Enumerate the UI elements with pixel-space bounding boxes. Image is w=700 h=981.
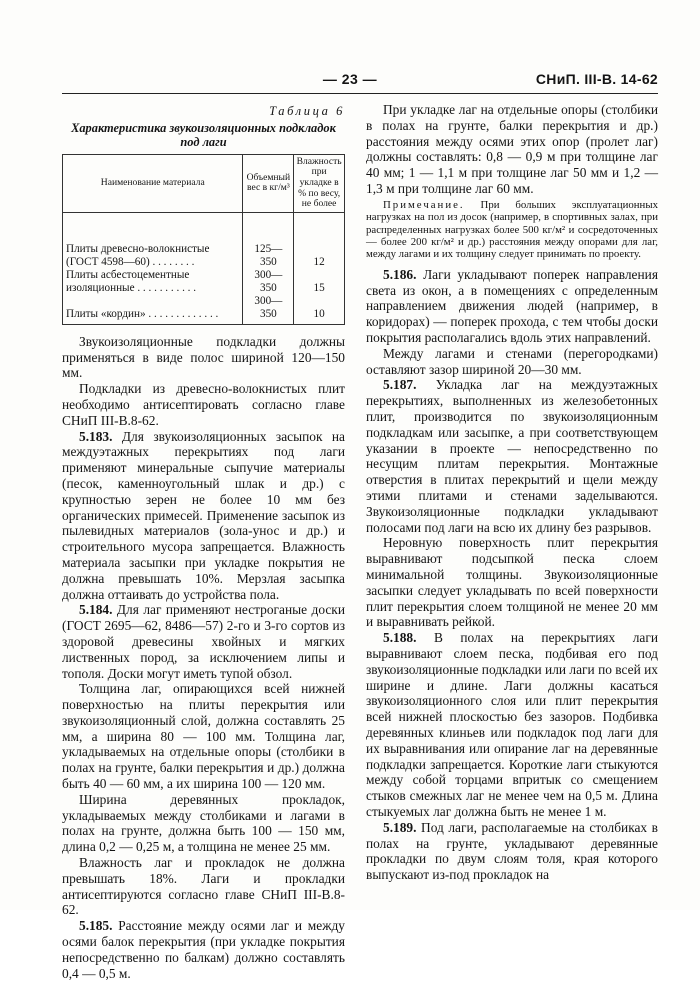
cell-weight: 300—350 (243, 269, 294, 295)
note-label: Примечание. (383, 198, 465, 211)
section-text: Укладка лаг на междуэтажных перекрытиях, выполненных из железобетонных плит, производится по звукоизоляционным подкладкам или засыпке, а при соответствующем указании в проекте — непосредственно по несущим плитам перекрытия. Монтажные отверстия в плитах перекрытий и щели между этими плитами и стенами заделываются. Звукоизоляционные подкладки укладывают полосами под лаги на всю их длину без разрывов. (366, 377, 658, 535)
paragraph: Звукоизоляционные подкладки должны применяться в виде полос шириной 120—150 мм. (62, 333, 345, 381)
section-number: 5.186. (383, 266, 417, 282)
section-text: Для звукоизоляционных засыпок на междуэтажных перекрытиях под лаги применяют минеральные сыпучие материалы (песок, каменноугольный шлак и др.) с крупностью зерен не более 10 мм без органических примесей. Применение засыпок из пылевидных материалов (зола-унос и др.) и строительного мусора запрещается. Влажность материала засыпки при укладке покрытия не должна превышать 10%. Мерзлая засыпка должна оттаивать до устройства пола. (62, 428, 345, 602)
section-number: 5.183. (79, 428, 113, 444)
document-code: СНиП. III-В. 14-62 (535, 71, 658, 87)
table-title: Характеристика звукоизоляционных подкладок под лаги (71, 120, 336, 149)
column-header-moisture: Влажность при укладке в % по весу, не более (294, 154, 345, 212)
section-5-187 (366, 377, 658, 535)
section-number: 5.187. (383, 377, 417, 393)
section-text: Под лаги, располагаемые на столбиках в полах на грунте, укладывают деревянные прокладки по двум слоям толя, края которого выпускают из-под прокладок на (366, 819, 658, 883)
section-5-188 (366, 630, 658, 820)
cell-name: Плиты древесно-волокнистые (ГОСТ 4598—60) . . . . . . . . (63, 212, 243, 269)
table-header-row (63, 154, 345, 212)
material-table (62, 154, 345, 325)
section-number: 5.185. (79, 918, 113, 934)
paragraph: Ширина деревянных прокладок, укладываемых между столбиками и лагами в полах на грунте, должна быть 100 — 150 мм, длина 0,2 — 0,25 м, а толщина не менее 25 мм. (62, 791, 345, 855)
section-number: 5.189. (383, 819, 417, 835)
paragraph: Неровную поверхность плит перекрытия выравнивают подсыпкой песка слоем минимальной толщины. Звукоизоляционные засыпки следует укладывать по всей поверхности плит перекрытия слоем толщиной не менее 20 мм и выравнивать рейкой. (366, 535, 658, 630)
cell-moisture: 15 (294, 269, 345, 295)
table-row (63, 269, 345, 295)
header-rule (62, 93, 658, 94)
page-number: — 23 — (322, 71, 378, 87)
column-header-weight: Объемный вес в кг/м³ (243, 154, 294, 212)
section-text: Лаги укладывают поперек направления света из окон, а в помещениях с определенным направлением движения людей (например, в коридорах) — поперек прохода, с тем чтобы доски покрытия располагались вдоль этих направлений. (366, 266, 658, 345)
cell-name: Плиты «кордин» . . . . . . . . . . . . . (63, 295, 243, 325)
note-text: При больших эксплуатационных нагрузках на пол из досок (например, в спортивных залах, при распределенных нагрузках более 500 кг/м² и сосредоточенных — более 200 кг/м² и др.) расстояния между опорами для лаг, между лагами и их толщину следует принимать по проекту. (366, 198, 658, 261)
paragraph: При укладке лаг на отдельные опоры (столбики в полах на грунте, балки перекрытия и др.) расстояния между осями этих опор (пролет лаг) должны составлять: 0,8 — 0,9 м при толщине лаг 40 мм; 1 — 1,1 м при толщине лаг 50 мм и 1,2 — 1,3 м при толщине лаг 60 мм. (366, 102, 658, 196)
paragraph: Между лагами и стенами (перегородками) оставляют зазор шириной 20—30 мм. (366, 345, 658, 377)
section-5-189 (366, 820, 658, 883)
section-text: Для лаг применяют нестроганые доски (ГОСТ 2695—62, 8486—57) 2-го и 3-го сортов из здоровой древесины хвойных и мягких лиственных пород, за исключением липы и тополя. Доски могут иметь тупой обзол. (62, 602, 345, 681)
cell-moisture: 10 (294, 295, 345, 325)
section-5-185 (62, 918, 345, 981)
paragraph: Влажность лаг и прокладок не должна превышать 18%. Лаги и прокладки антисептируются согласно главе СНиП III-В.8-62. (62, 855, 345, 918)
section-5-183 (62, 429, 345, 603)
table-label: Таблица 6 (269, 104, 345, 118)
cell-name: Плиты асбестоцементные изоляционные . . . . . . . . . . . (63, 269, 243, 295)
table-row (63, 212, 345, 269)
right-column (366, 102, 658, 883)
paragraph: Подкладки из древесно-волокнистых плит необходимо антисептировать согласно главе СНиП III-В.8-62. (62, 381, 345, 428)
note (366, 199, 658, 261)
cell-moisture: 12 (294, 212, 345, 269)
section-5-186 (366, 267, 658, 346)
cell-weight: 300—350 (243, 295, 294, 325)
cell-weight: 125—350 (243, 212, 294, 269)
column-header-name: Наименование материала (63, 154, 243, 212)
section-number: 5.188. (383, 630, 417, 646)
paragraph: Толщина лаг, опирающихся всей нижней поверхностью на плиты перекрытия или звукоизоляционный слой, должна составлять 25 мм, а ширина 80 — 100 мм. Толщина лаг, укладываемых на отдельные опоры (столбики в полах на грунте, балки перекрытия и др.) должна быть 40 — 60 мм, а их ширина 100 — 120 мм. (62, 681, 345, 792)
section-text: Расстояние между осями лаг и между осями балок перекрытия (при укладке покрытия непосредственно по балкам) должно составлять 0,4 — 0,5 м. (62, 918, 345, 981)
section-5-184 (62, 602, 345, 681)
table-row (63, 295, 345, 325)
left-column (62, 102, 345, 981)
section-number: 5.184. (79, 602, 113, 618)
section-text: В полах на перекрытиях лаги выравнивают слоем песка, подбивая его под звукоизоляционные подкладки или лаги по всей их ширине и длине. Лаги должны касаться звукоизоляционного слоя или плит перекрытия всей нижней плоскостью без зазоров. Подбивка деревянных клиньев или подкладок под лаги для их выравнивания или опирание лаг на деревянные подкладки запрещается. Короткие лаги стыкуются между собой торцами впритык со смещением стыков смежных лаг не менее чем на 0,5 м. Длина стыкуемых лаг должна быть не менее 1 м. (366, 630, 658, 819)
